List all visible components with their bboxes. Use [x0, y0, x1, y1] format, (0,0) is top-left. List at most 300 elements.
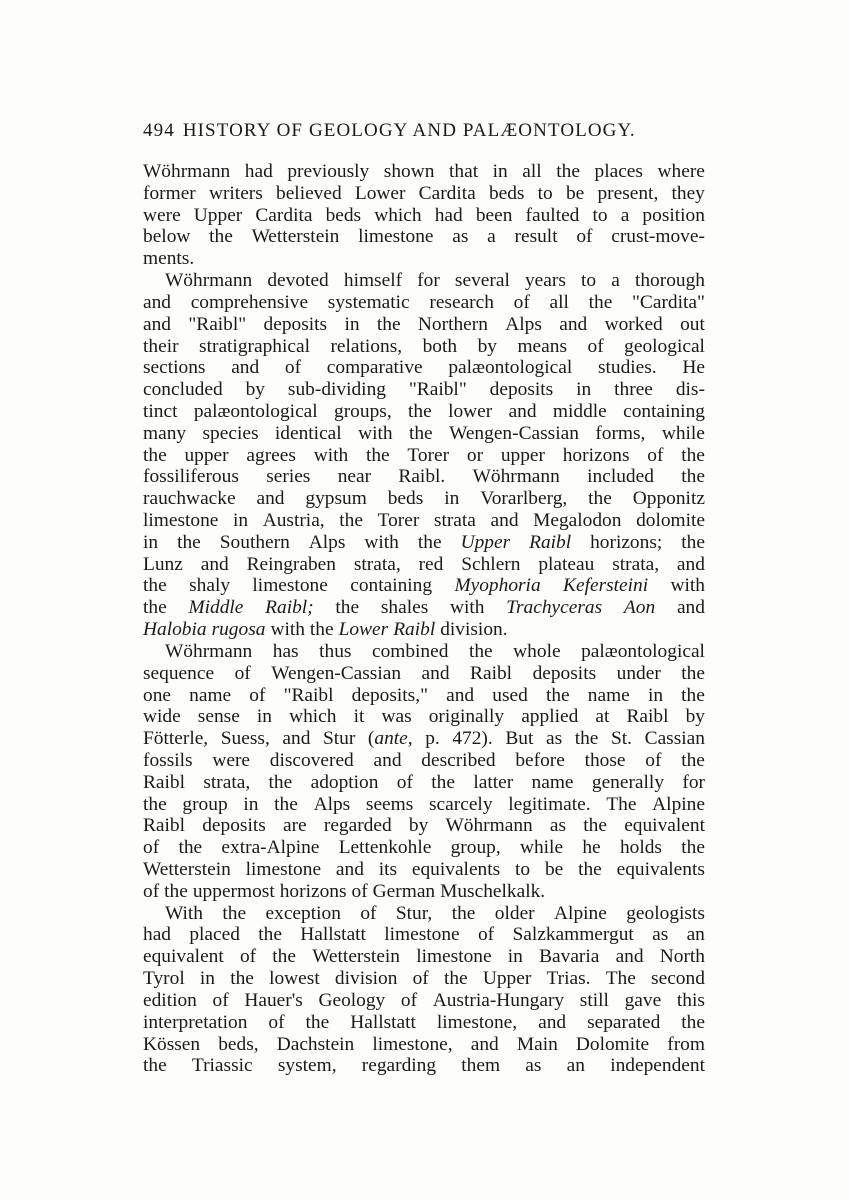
word: The [605, 968, 636, 990]
word: horizons [279, 880, 347, 902]
word: both [422, 335, 458, 357]
word: adoption [310, 771, 379, 793]
word: Raibl [470, 662, 513, 684]
word: Alpine [652, 793, 705, 815]
word: Austria-Hungary [432, 989, 565, 1011]
word: in [233, 510, 249, 531]
word: has [272, 640, 299, 662]
word: an [686, 924, 705, 946]
word: sequence [143, 662, 215, 684]
word: wide [143, 706, 181, 728]
word: stratigraphical [199, 335, 310, 357]
word: agrees [246, 444, 296, 466]
word: applied [521, 706, 579, 728]
word: or [466, 444, 484, 466]
word: of [513, 291, 530, 313]
word: the [222, 902, 247, 924]
word: the [431, 771, 455, 793]
text-line [143, 270, 705, 292]
word: Reingraben [246, 553, 336, 575]
word: upper [184, 444, 229, 466]
word: equivalent [624, 815, 705, 837]
text-line [143, 423, 705, 445]
word: them [461, 1055, 501, 1077]
word: But [505, 728, 534, 750]
word: the [143, 793, 167, 815]
text-line [143, 488, 705, 510]
word: in [199, 968, 216, 990]
word: were [143, 204, 181, 226]
word: of [239, 946, 257, 968]
word: Stur, [395, 902, 433, 924]
word: division. [440, 619, 508, 641]
word: Dachstein [276, 1033, 355, 1055]
word: dis- [675, 379, 705, 401]
word: groups, [334, 400, 392, 422]
text-line [143, 248, 705, 270]
word: lowest [269, 968, 320, 990]
word: rauchwacke [143, 488, 236, 510]
word: The [606, 793, 637, 815]
word: group, [450, 837, 501, 859]
word: years [524, 270, 566, 292]
word: in [576, 379, 592, 401]
word: their [143, 335, 179, 357]
word: the [468, 640, 493, 662]
word: and [200, 553, 229, 575]
word: and [446, 684, 475, 706]
text-line [143, 706, 705, 728]
text-line [143, 205, 705, 227]
word: its [378, 859, 398, 880]
word: second [651, 968, 705, 990]
word: division [334, 968, 398, 990]
word: worked [604, 313, 663, 335]
word: name [587, 684, 630, 706]
word: Hallstatt [300, 924, 366, 946]
word: of [576, 226, 593, 248]
word: regarded [323, 815, 392, 837]
word: in [243, 793, 259, 815]
word: the [681, 749, 705, 771]
text-line [143, 881, 705, 903]
word: many [143, 422, 187, 444]
text-line [143, 619, 705, 641]
word: the [588, 488, 612, 510]
word: and [335, 859, 364, 880]
word: of [351, 880, 368, 902]
text-line [143, 575, 705, 597]
word: the [305, 1011, 330, 1033]
word: in [444, 488, 460, 510]
word: while [661, 422, 705, 444]
word: "Cardita" [632, 291, 705, 313]
word: the [209, 226, 233, 248]
word: of [143, 880, 160, 902]
word: out [680, 313, 705, 335]
word: and [231, 357, 260, 379]
word: the [556, 161, 580, 182]
word: Cardita [255, 204, 313, 226]
text-line [143, 183, 705, 205]
text-line [143, 772, 705, 794]
word: below [143, 226, 191, 248]
word: Raibl [393, 619, 436, 641]
word: believed [276, 182, 342, 204]
word: the [578, 859, 602, 880]
word: generally [591, 771, 665, 793]
word: group [182, 793, 228, 815]
word: middle [552, 400, 607, 422]
word: Torer [377, 510, 420, 531]
word: deposits [532, 662, 597, 684]
text-line [143, 663, 705, 685]
word: are [282, 815, 307, 837]
word: of [647, 444, 664, 466]
word: upper [500, 444, 545, 466]
word: Southern [219, 531, 290, 553]
word: with [450, 597, 485, 619]
word: the [681, 466, 705, 488]
word: originally [428, 706, 505, 728]
word: Trachyceras [506, 597, 603, 619]
word: the [681, 1011, 705, 1033]
word: the [545, 684, 570, 706]
text-line [143, 357, 705, 379]
word: strata, [203, 771, 251, 793]
word: the [177, 531, 201, 553]
word: scarcely [429, 793, 493, 815]
word: the [339, 510, 363, 531]
word: Kössen [143, 1033, 201, 1055]
word: under [616, 662, 661, 684]
word: 472). [452, 728, 493, 750]
word: concluded [143, 379, 223, 401]
word: and [143, 291, 171, 313]
word: red [418, 553, 444, 575]
word: which [374, 204, 422, 226]
word: means [517, 335, 568, 357]
word: and [676, 597, 705, 619]
text-line [143, 837, 705, 859]
word: strata, [612, 553, 660, 575]
word: "Raibl" [188, 313, 247, 335]
word: equivalents [411, 859, 501, 880]
word: in [344, 313, 360, 335]
word: position [642, 204, 705, 226]
word: crust-move- [611, 226, 705, 248]
word: of [396, 771, 413, 793]
word: those [584, 749, 626, 771]
word: fossils [143, 749, 193, 771]
word: p. [425, 728, 440, 750]
word: beds, [218, 1033, 259, 1055]
text-line [143, 1055, 705, 1077]
word: horizons; [590, 531, 663, 553]
word: it [353, 706, 365, 728]
word: was [381, 706, 412, 728]
word: the [451, 902, 476, 924]
word: that [449, 161, 479, 182]
word: of [268, 1011, 285, 1033]
word: Lower [338, 619, 389, 641]
word: of [143, 837, 160, 859]
word: sections [143, 357, 206, 379]
word: Raibl [143, 771, 186, 793]
word: with [364, 531, 399, 553]
word: former [143, 182, 196, 204]
word: the [376, 313, 401, 335]
word: included [587, 466, 654, 488]
word: seems [365, 793, 414, 815]
word: limestone [245, 859, 322, 880]
word: Alps [308, 531, 346, 553]
word: an [566, 1055, 585, 1077]
word: identical [274, 422, 342, 444]
word: ments. [143, 248, 195, 270]
word: holds [619, 837, 662, 859]
word: the [272, 946, 296, 968]
word: (ante, [367, 728, 413, 750]
word: of [400, 989, 418, 1011]
word: as [452, 226, 469, 248]
word: Dolomite [575, 1033, 650, 1055]
text-line [143, 336, 705, 358]
text-line [143, 532, 705, 554]
word: deposits [263, 313, 328, 335]
word: Muschelkalk. [440, 880, 546, 902]
word: "Raibl [283, 684, 334, 706]
word: Wengen-Cassian [449, 422, 579, 444]
word: Wetterstein [143, 859, 231, 880]
word: palæontological [193, 400, 318, 422]
text-line [143, 161, 705, 183]
text-line [143, 466, 705, 488]
word: Alps [313, 793, 351, 815]
word: exception [265, 902, 341, 924]
word: shaly [189, 575, 231, 597]
word: for [417, 270, 440, 292]
word: places [594, 161, 643, 182]
word: Middle [188, 597, 244, 619]
word: in [492, 161, 508, 182]
text-line [143, 314, 705, 336]
word: horizons [562, 444, 630, 466]
word: himself [343, 270, 403, 292]
word: separated [587, 1011, 661, 1033]
word: palæontological [581, 640, 705, 662]
word: independent [610, 1055, 705, 1077]
word: interpretation [143, 1011, 248, 1033]
text-line [143, 946, 705, 968]
word: Northern [417, 313, 488, 335]
word: of [360, 902, 377, 924]
text-line [143, 292, 705, 314]
word: Lower [354, 182, 406, 204]
word: for [682, 771, 705, 793]
word: strata, [353, 553, 401, 575]
page-number: 494 [143, 120, 175, 141]
word: the [178, 837, 203, 859]
word: comprehensive [190, 291, 309, 313]
word: Alpine [554, 902, 607, 924]
word: relations, [330, 335, 403, 357]
word: limestone, [436, 1011, 518, 1033]
word: Suess, [220, 728, 270, 750]
word: the [365, 444, 390, 466]
word: present, [597, 182, 659, 204]
word: gypsum [305, 488, 367, 510]
word: a [487, 226, 496, 248]
word: the [143, 575, 167, 597]
word: uppermost [192, 880, 275, 902]
word: latter [473, 771, 514, 793]
word: they [671, 182, 705, 204]
word: three [614, 379, 653, 401]
word: of [234, 662, 251, 684]
word: geologists [626, 902, 705, 924]
word: in [647, 684, 664, 706]
word: had [244, 161, 273, 182]
word: the [268, 771, 293, 793]
word: the [681, 531, 705, 553]
word: equivalent [143, 946, 224, 968]
word: limestone [252, 575, 328, 597]
word: name [531, 771, 574, 793]
word: Salzkammergut [512, 924, 634, 946]
text-line [143, 510, 705, 532]
word: limestone [143, 510, 219, 531]
word: with [358, 422, 393, 444]
word: Lettenkohle [338, 837, 432, 859]
word: the [588, 291, 613, 313]
word: forms, [595, 422, 646, 444]
word: With [165, 902, 203, 924]
word: Aon [623, 597, 656, 619]
word: the [681, 684, 705, 706]
word: beds [488, 182, 525, 204]
word: Wöhrmann [445, 815, 533, 837]
word: the [258, 924, 282, 946]
word: Wengen-Cassian [271, 662, 402, 684]
word: the [143, 444, 167, 466]
word: shown [383, 161, 435, 182]
word: and [373, 749, 402, 771]
word: and [508, 400, 537, 422]
word: beds [387, 488, 424, 510]
word: St. [611, 728, 633, 750]
word: Halobia [143, 619, 207, 641]
word: were [212, 749, 251, 771]
running-title: HISTORY OF GEOLOGY AND PALÆONTOLOGY. [182, 120, 636, 141]
text-line [143, 859, 705, 881]
text-line [143, 445, 705, 467]
word: strata [433, 510, 476, 531]
word: the [143, 1055, 167, 1077]
word: Cassian [644, 728, 705, 750]
text-line [143, 794, 705, 816]
word: Upper [482, 968, 532, 990]
word: the [309, 619, 334, 641]
word: Geology [318, 989, 386, 1011]
word: Wetterstein [251, 226, 340, 248]
word: to [537, 182, 553, 204]
word: he [582, 837, 601, 859]
word: Austria, [262, 510, 325, 531]
word: Wetterstein [312, 946, 401, 968]
word: He [682, 357, 705, 379]
word: this [676, 989, 705, 1011]
word: faulted [525, 204, 580, 226]
word: the [583, 815, 607, 837]
word: and [559, 313, 588, 335]
word: described [421, 749, 496, 771]
word: be [544, 859, 564, 880]
word: Main [516, 1033, 558, 1055]
text-line [143, 990, 705, 1012]
word: Upper [460, 531, 511, 553]
word: be [565, 182, 585, 204]
word: name [189, 684, 232, 706]
word: writers [208, 182, 263, 204]
word: where [657, 161, 705, 182]
word: Raibl; [265, 597, 314, 619]
word: Upper [193, 204, 243, 226]
text-line [143, 401, 705, 423]
word: as [549, 815, 567, 837]
word: to [581, 270, 597, 292]
word: devoted [267, 270, 329, 292]
word: series [266, 466, 311, 488]
word: at [595, 706, 610, 728]
word: by [245, 379, 265, 401]
word: and [538, 1011, 567, 1033]
word: with [313, 444, 349, 466]
word: Alps [505, 313, 542, 335]
word: containing [623, 400, 705, 422]
word: edition [143, 989, 197, 1011]
word: had [143, 924, 171, 946]
text-line [143, 750, 705, 772]
word: Raibl. [398, 466, 446, 488]
text-line [143, 685, 705, 707]
body-text [143, 161, 705, 1077]
word: and [143, 313, 171, 335]
word: the [164, 880, 188, 902]
word: which [289, 706, 337, 728]
word: sub-dividing [287, 379, 386, 401]
word: the [408, 422, 433, 444]
word: Cardita [418, 182, 476, 204]
word: geological [624, 335, 705, 357]
word: fossiliferous [143, 466, 239, 488]
text-line [143, 1012, 705, 1034]
word: systematic [327, 291, 410, 313]
word: Vorarlberg, [480, 488, 568, 510]
word: and [676, 553, 705, 575]
word: a [611, 270, 620, 292]
word: tinct [143, 400, 178, 422]
text-line [143, 641, 705, 663]
word: by [408, 815, 429, 837]
word: a [620, 204, 630, 226]
word: of [212, 989, 229, 1011]
word: Tyrol [143, 968, 185, 990]
word: sense [197, 706, 240, 728]
word: Hauer's [244, 989, 303, 1011]
word: research [429, 291, 494, 313]
word: and [256, 488, 285, 510]
